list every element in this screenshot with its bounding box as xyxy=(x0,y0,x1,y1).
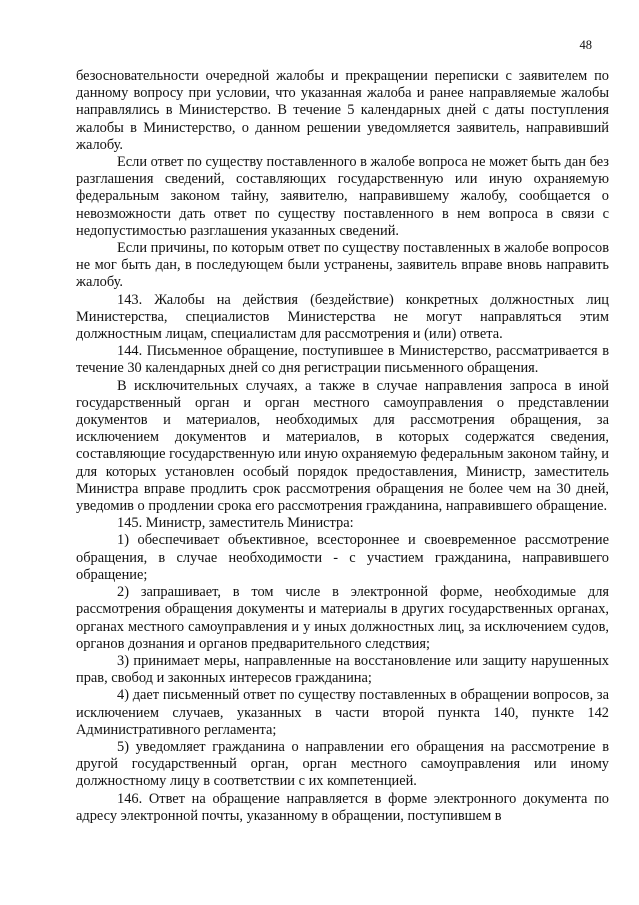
paragraph-state-secret: Если ответ по существу поставленного в жалобе вопроса не может быть дан без разглашения сведений, составляющих государственную или иную охраняемую федеральным законом тайну, заявителю, направившему жалобу, сообщается о невозможности дать ответ по существу поставленного в нем вопроса в связи с недопустимостью разглашения указанных сведений. xyxy=(76,154,609,239)
paragraph-146: 146. Ответ на обращение направляется в форме электронного документа по адресу электронной почты, указанному в обращении, поступившем в xyxy=(76,790,609,824)
document-body xyxy=(76,68,609,825)
list-item-5: 5) уведомляет гражданина о направлении его обращения на рассмотрение в другой государственный орган, орган местного самоуправления или иному должностному лицу в соответствии с их компетенцией. xyxy=(76,738,609,790)
list-item-3: 3) принимает меры, направленные на восстановление или защиту нарушенных прав, свобод и законных интересов гражданина; xyxy=(76,652,609,687)
paragraph-144: 144. Письменное обращение, поступившее в Министерство, рассматривается в течение 30 календарных дней со дня регистрации письменного обращения. xyxy=(76,343,609,377)
paragraph-complaint-groundlessness: безосновательности очередной жалобы и прекращении переписки с заявителем по данному вопросу при условии, что указанная жалоба и ранее направляемые жалобы направлялись в Министерство. В течение 5 календарных дней с даты поступления жалобы в Министерство, о данном решении уведомляется заявитель, направивший жалобу. xyxy=(76,68,609,153)
paragraph-143: 143. Жалобы на действия (бездействие) конкретных должностных лиц Министерства, специалистов Министерства не могут направляться этим должностным лицам, специалистам для рассмотрения и (или) ответа. xyxy=(76,291,609,343)
list-item-4: 4) дает письменный ответ по существу поставленных в обращении вопросов, за исключением случаев, указанных в части второй пункта 140, пункте 142 Административного регламента; xyxy=(76,687,609,738)
paragraph-exceptional-cases: В исключительных случаях, а также в случае направления запроса в иной государственный орган и орган местного самоуправления о представлении документов и материалов, необходимых для рассмотрения обращения, за исключением документов и материалов, в которых содержатся сведения, составляющие государственную или иную охраняемую федеральным законом тайну, и для которых установлен особый порядок предоставления, Министр, заместитель Министра вправе продлить срок рассмотрения обращения не более чем на 30 дней, уведомив о продлении срока его рассмотрения гражданина, направившего обращение. xyxy=(76,377,609,515)
list-item-1: 1) обеспечивает объективное, всестороннее и своевременное рассмотрение обращения, в случае необходимости - с участием гражданина, направившего обращение; xyxy=(76,532,609,583)
paragraph-reasons-eliminated: Если причины, по которым ответ по существу поставленных в жалобе вопросов не мог быть дан, в последующем были устранены, заявитель вправе вновь направить жалобу. xyxy=(76,240,609,291)
list-item-2: 2) запрашивает, в том числе в электронной форме, необходимые для рассмотрения обращения документы и материалы в других государственных органах, органах местного самоуправления и у иных должностных лиц, за исключением судов, органов дознания и органов предварительного следствия; xyxy=(76,584,609,652)
page-number: 48 xyxy=(579,38,592,52)
paragraph-145: 145. Министр, заместитель Министра: xyxy=(117,515,354,532)
